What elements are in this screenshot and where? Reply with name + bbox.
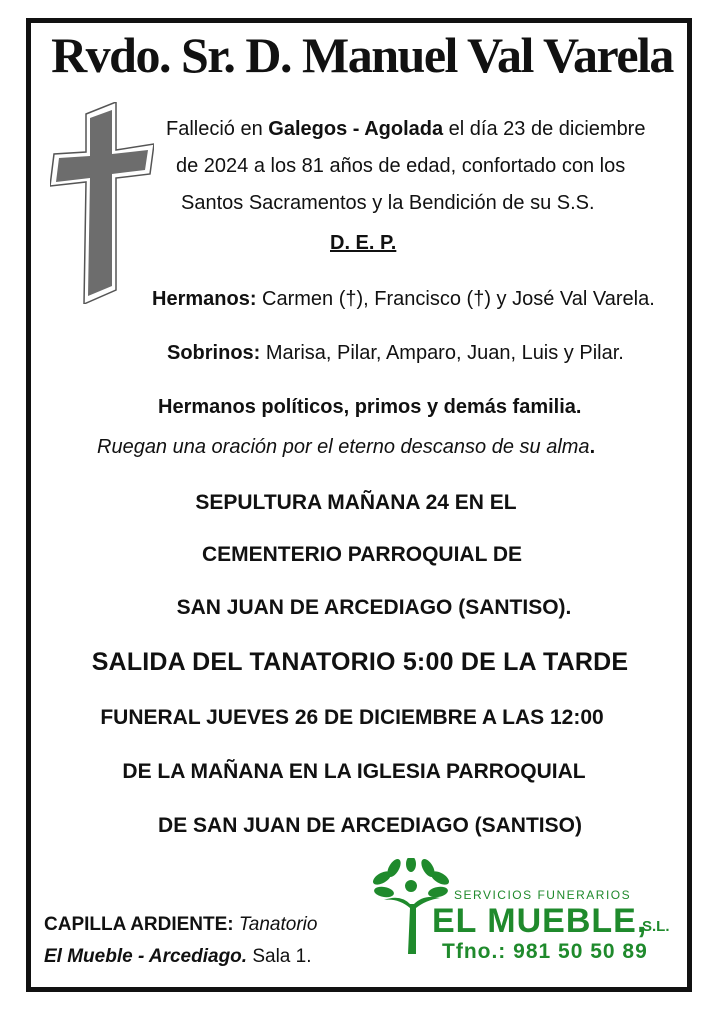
- funeral-line-3: DE SAN JUAN DE ARCEDIAGO (SANTISO): [158, 814, 582, 837]
- logo-suffix: S.L.: [642, 918, 670, 935]
- sepultura-line-3: SAN JUAN DE ARCEDIAGO (SANTISO).: [176, 596, 572, 619]
- sepultura-line-1: SEPULTURA MAÑANA 24 EN EL: [195, 491, 517, 514]
- death-line-2: de 2024 a los 81 años de edad, confortado con los: [176, 155, 626, 177]
- cross-icon: [50, 102, 154, 304]
- oracion: Ruegan una oración por el eterno descanso de su alma.: [97, 436, 596, 458]
- death-line-3: Santos Sacramentos y la Bendición de su S.S.: [181, 192, 595, 214]
- logo-subtitle: SERVICIOS FUNERARIOS: [454, 888, 632, 902]
- deceased-name: Rvdo. Sr. D. Manuel Val Varela: [51, 27, 673, 83]
- death-line-1: Falleció en Galegos - Agolada el día 23 de diciembre: [166, 118, 646, 140]
- sobrinos: Sobrinos: Marisa, Pilar, Amparo, Juan, Luis y Pilar.: [167, 342, 624, 364]
- hermanos: Hermanos: Carmen (†), Francisco (†) y José Val Varela.: [152, 288, 655, 310]
- familia: Hermanos políticos, primos y demás familia.: [158, 396, 582, 418]
- sepultura-line-2: CEMENTERIO PARROQUIAL DE: [201, 543, 523, 566]
- dep: D. E. P.: [330, 232, 397, 254]
- funeral-line-1: FUNERAL JUEVES 26 DE DICIEMBRE A LAS 12:00: [100, 706, 604, 729]
- capilla-line-1: CAPILLA ARDIENTE: Tanatorio: [44, 914, 318, 935]
- logo-phone: Tfno.: 981 50 50 89: [442, 940, 648, 963]
- salida: SALIDA DEL TANATORIO 5:00 DE LA TARDE: [91, 648, 629, 676]
- capilla-line-2: El Mueble - Arcediago. Sala 1.: [44, 946, 312, 967]
- funeral-line-2: DE LA MAÑANA EN LA IGLESIA PARROQUIAL: [122, 760, 586, 783]
- logo-name: EL MUEBLE,: [432, 902, 648, 940]
